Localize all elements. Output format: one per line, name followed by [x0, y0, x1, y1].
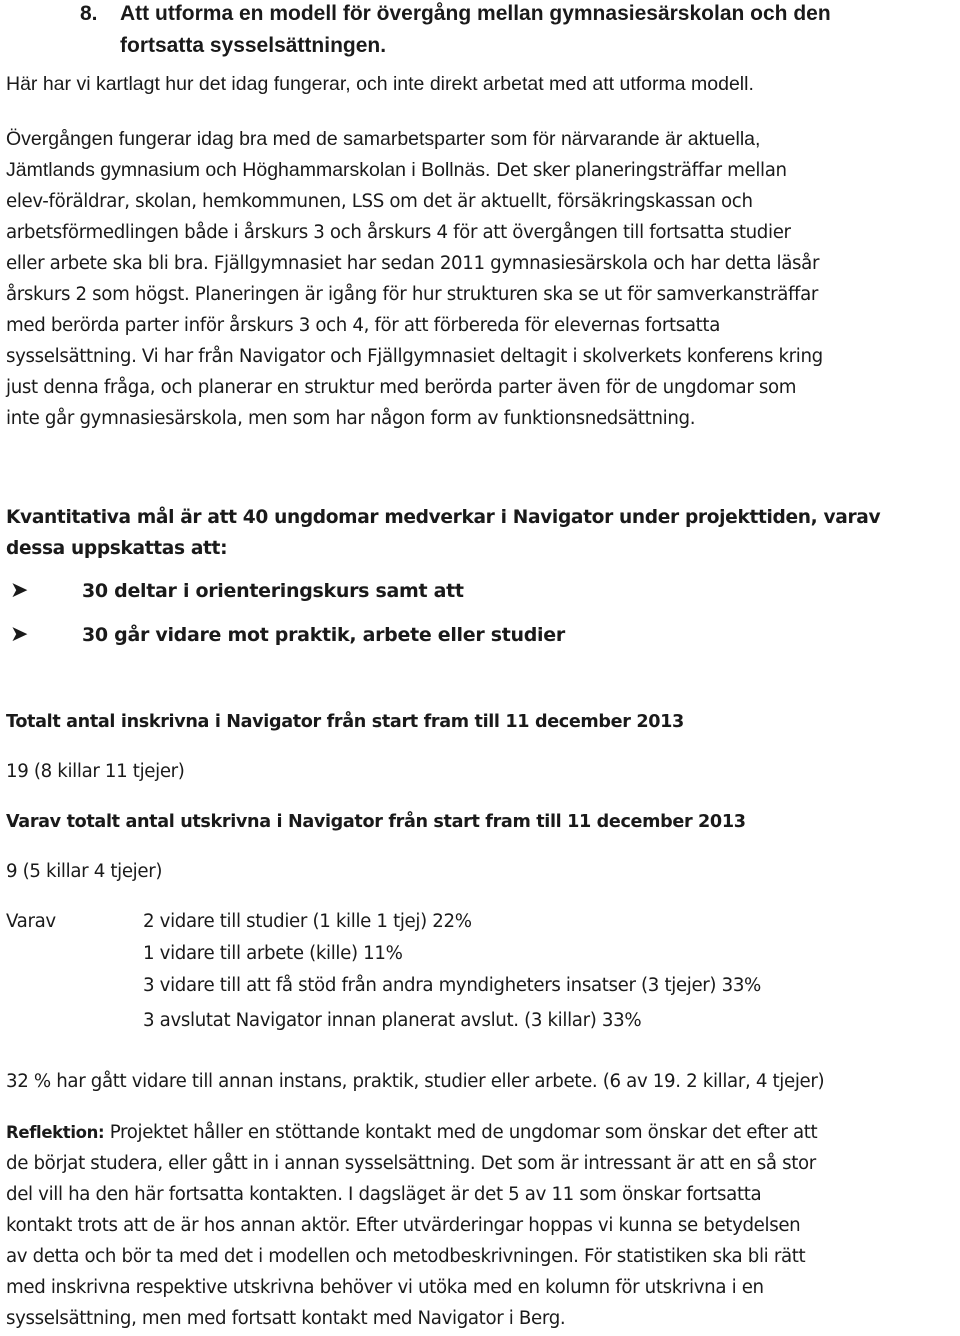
arrow-bullet-icon: ➤: [10, 622, 29, 647]
goal-line-1: Kvantitativa mål är att 40 ungdomar medverkar i Navigator under projekttiden, varav: [6, 507, 881, 528]
para1-line: inte går gymnasiesärskola, men som har någon form av funktionsnedsättning.: [6, 408, 696, 429]
varav-item: 3 vidare till att få stöd från andra myndigheters insatser (3 tjejer) 33%: [143, 975, 761, 996]
para1-lead-line-1: Övergången fungerar idag bra med de samarbetsparter som för närvarande är aktuella,: [6, 128, 761, 150]
para1-line: sysselsättning. Vi har från Navigator och Fjällgymnasiet deltagit i skolverkets konferens kring: [6, 346, 823, 367]
arrow-bullet-icon: ➤: [10, 578, 29, 603]
section-number: 8.: [80, 2, 98, 25]
para1-line: med berörda parter inför årskurs 3 och 4, för att förbereda för elevernas fortsatta: [6, 315, 721, 336]
enrolled-heading: Totalt antal inskrivna i Navigator från start fram till 11 december 2013: [6, 712, 684, 732]
section-title-line-1: Att utforma en modell för övergång mellan gymnasiesärskolan och den: [120, 2, 831, 25]
para1-lead-line-2: [6, 158, 787, 183]
para1-line: årskurs 2 som högst. Planeringen är igång för hur strukturen ska se ut för samverkansträffar: [6, 284, 819, 305]
reflection-line: de börjat studera, eller gått in i annan sysselsättning. Det som är intressant är att en så stor: [6, 1153, 816, 1174]
reflection-line: kontakt trots att de är hos annan aktör. Efter utvärderingar hoppas vi kunna se betydelsen: [6, 1215, 801, 1236]
para1-line: just denna fråga, och planerar en struktur med berörda parter även för de ungdomar som: [6, 377, 797, 398]
reflection-line: sysselsättning, men med fortsatt kontakt med Navigator i Berg.: [6, 1308, 566, 1329]
varav-label: Varav: [6, 911, 56, 932]
intro-text: Här har vi kartlagt hur det idag fungerar, och inte direkt arbetat med att utforma modell.: [6, 73, 754, 95]
reflection-line-1: [6, 1121, 817, 1145]
varav-item: 1 vidare till arbete (kille) 11%: [143, 943, 403, 964]
goal-line-2: dessa uppskattas att:: [6, 538, 228, 559]
reflection-line-1-text: Projektet håller en stöttande kontakt med de ungdomar som önskar det efter att: [104, 1122, 818, 1143]
section-title-line-2: fortsatta sysselsättningen.: [120, 34, 387, 57]
reflection-line: av detta och bör ta med det i modellen och metodbeskrivningen. För statistiken ska bli rätt: [6, 1246, 806, 1267]
reflection-label: Reflektion:: [6, 1123, 105, 1142]
discharged-heading: Varav totalt antal utskrivna i Navigator från start fram till 11 december 2013: [6, 812, 746, 832]
varav-item: 3 avslutat Navigator innan planerat avslut. (3 killar) 33%: [143, 1010, 642, 1031]
reflection-line: del vill ha den här fortsatta kontakten. I dagsläget är det 5 av 11 som önskar fortsatta: [6, 1184, 762, 1205]
para1-line: elev-föräldrar, skolan, hemkommunen, LSS om det är aktuellt, försäkringskassan och: [6, 191, 753, 212]
enrolled-value: 19 (8 killar 11 tjejer): [6, 761, 185, 782]
varav-item: 2 vidare till studier (1 kille 1 tjej) 22%: [143, 911, 472, 932]
goal-bullet-item: 30 deltar i orienteringskurs samt att: [82, 580, 464, 602]
discharged-value: 9 (5 killar 4 tjejer): [6, 861, 163, 882]
para1-line: arbetsförmedlingen både i årskurs 3 och årskurs 4 för att övergången till fortsatta studier: [6, 222, 791, 243]
goal-bullet-item: 30 går vidare mot praktik, arbete eller studier: [82, 624, 565, 646]
para1-line: eller arbete ska bli bra. Fjällgymnasiet har sedan 2011 gymnasiesärskola och har detta läsår: [6, 253, 820, 274]
reflection-line: med inskrivna respektive utskrivna behöver vi utöka med en kolumn för utskrivna i en: [6, 1277, 764, 1298]
para1-lead-line-2-cont: Det sker planeringsträffar mellan: [496, 160, 787, 181]
para1-lead-line-2-text: Jämtlands gymnasium och Höghammarskolan i Bollnäs.: [6, 159, 491, 181]
summary-text: 32 % har gått vidare till annan instans, praktik, studier eller arbete. (6 av 19. 2 killar, 4 tjejer): [6, 1071, 825, 1092]
